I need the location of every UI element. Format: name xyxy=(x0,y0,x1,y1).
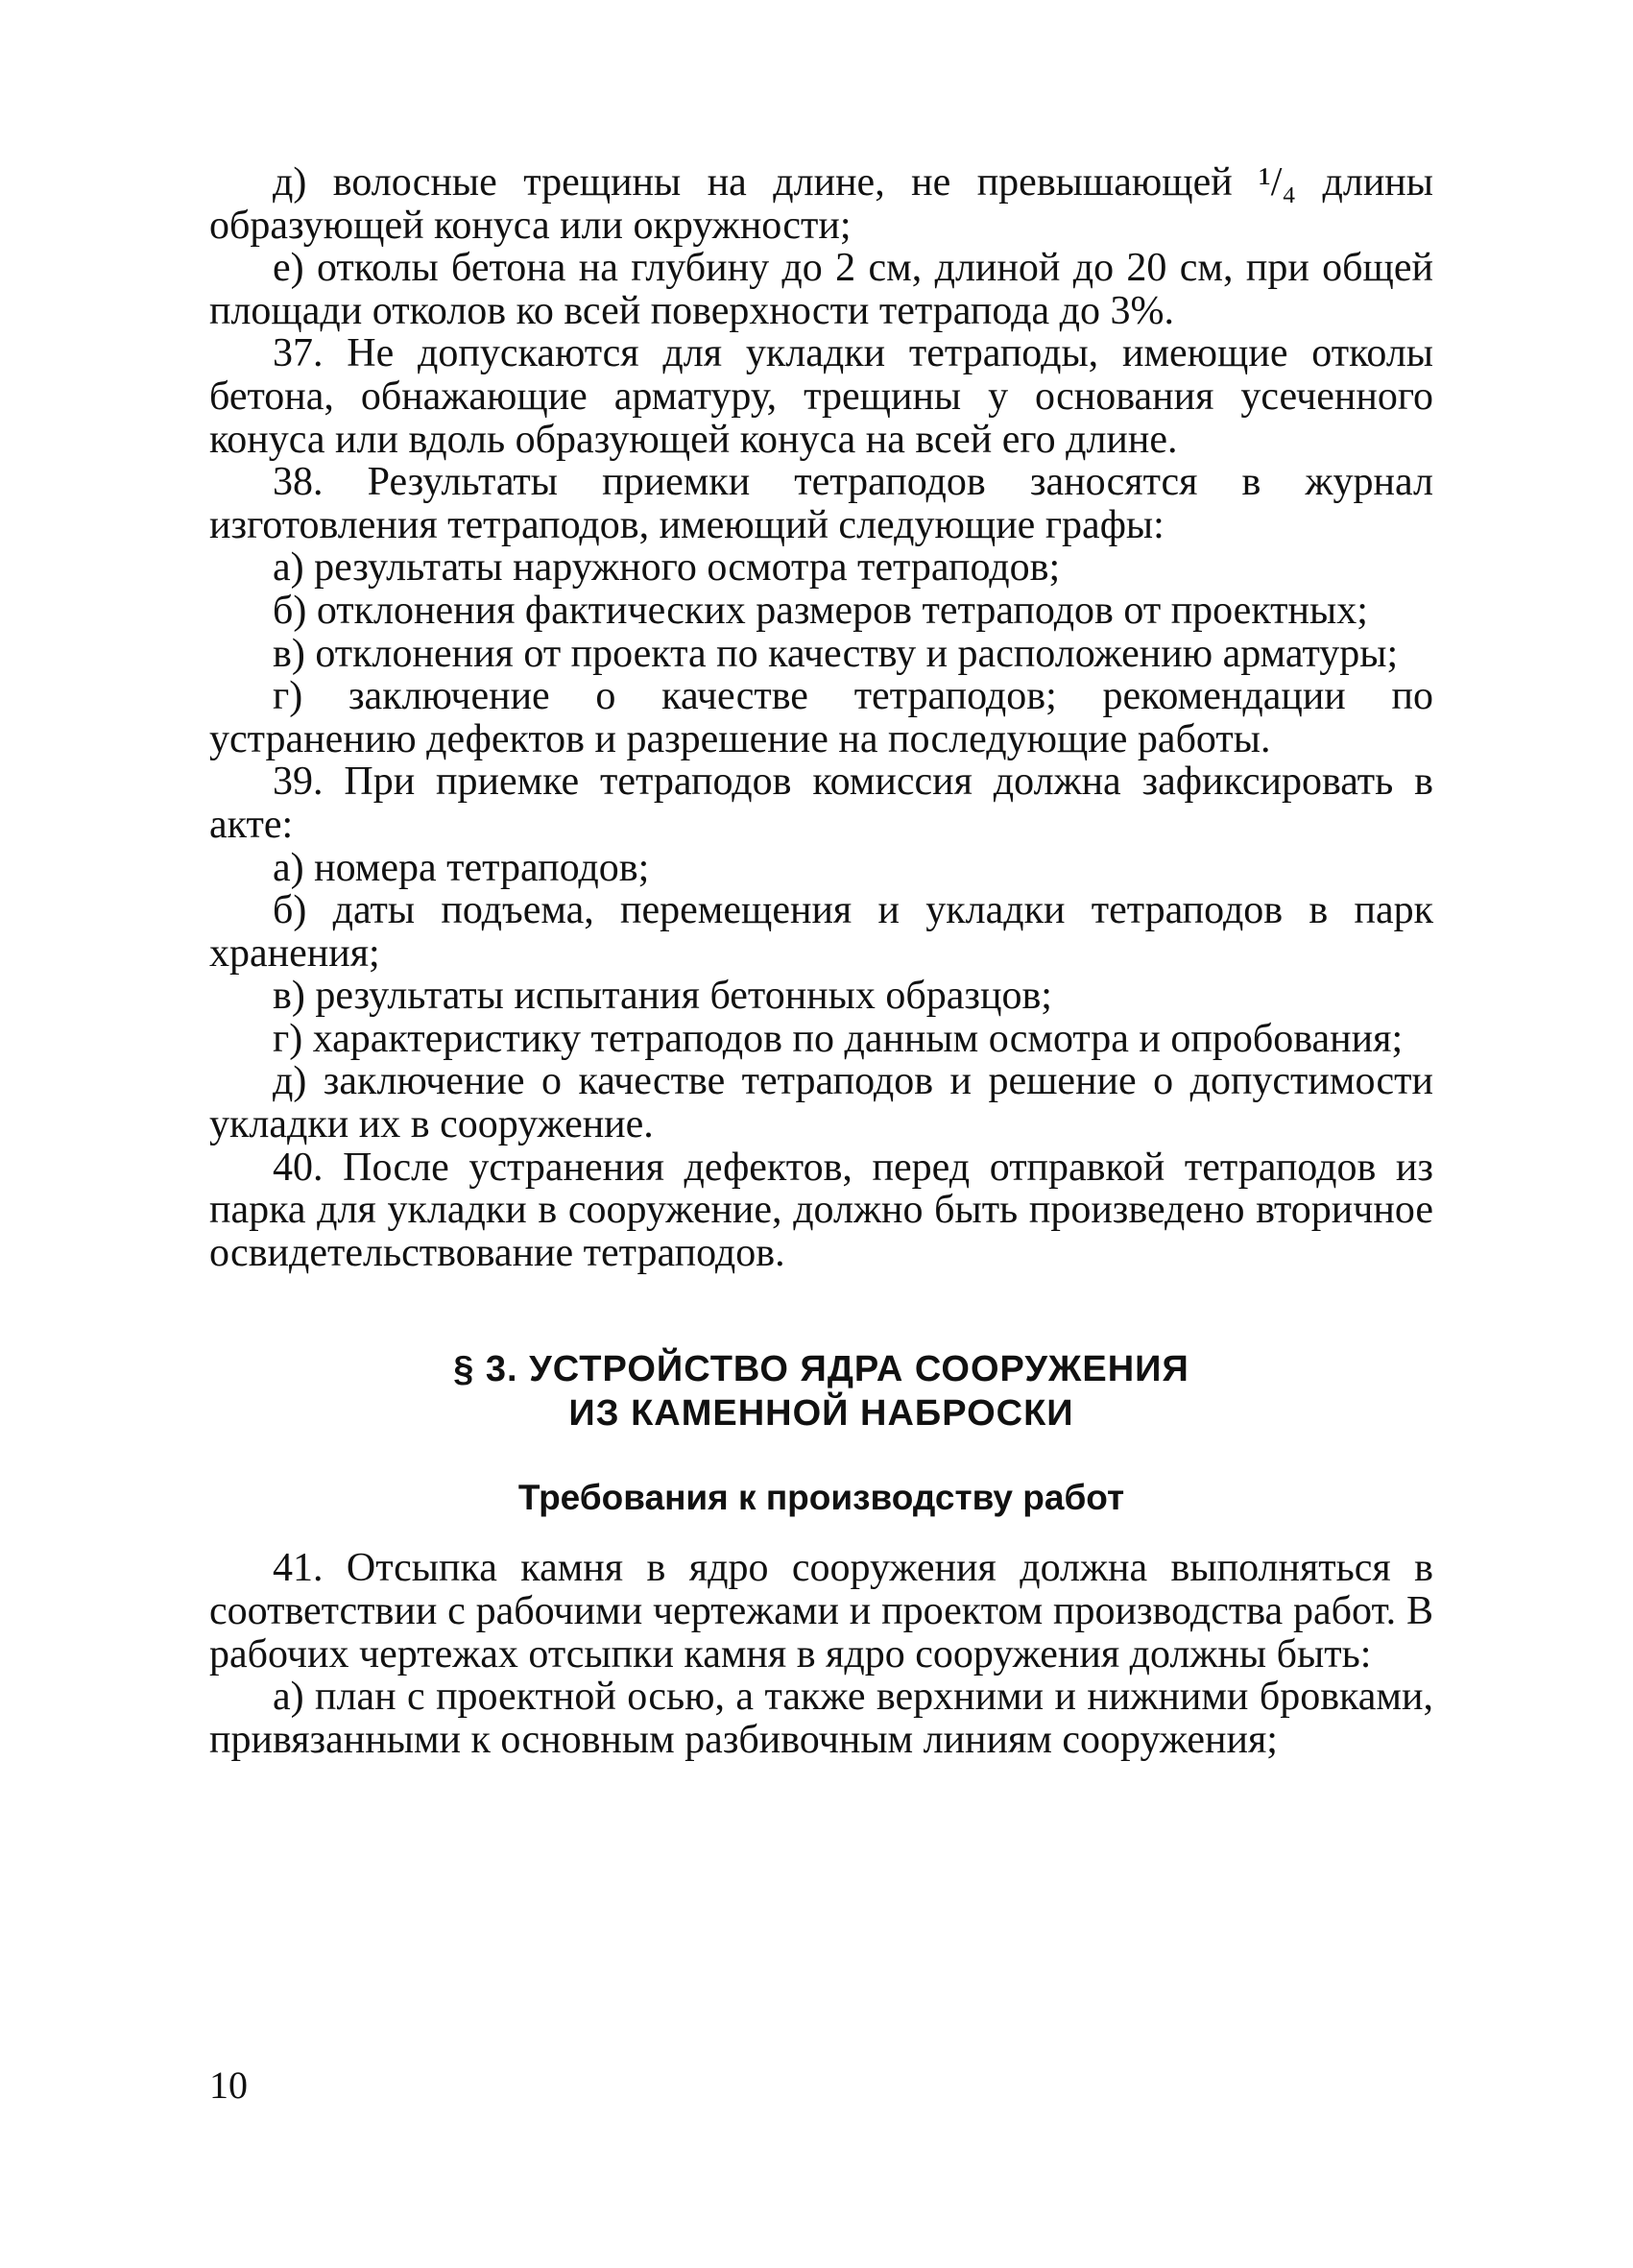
list-item-41a: а) план с проектной осью, а также верхними и нижними бровками, привязанными к основным разбивочным линиям сооружения; xyxy=(209,1675,1433,1762)
subheading: Требования к производству работ xyxy=(517,1478,1125,1518)
paragraph-e-concrete-chips: е) отколы бетона на глубину до 2 см, длиной до 20 см, при общей площади отколов ко всей поверхности тетрапода до 3%. xyxy=(209,246,1433,333)
document-page xyxy=(209,161,1433,1761)
paragraph-d-hairline-cracks: д) волосные трещины на длине, не превышающей ¹/₄ длины образующей конуса или окружности; xyxy=(209,160,1433,248)
list-item-38g: г) заключение о качестве тетраподов; рекомендации по устранению дефектов и разрешение на последующие работы. xyxy=(209,674,1433,761)
paragraph-37: 37. Не допускаются для укладки тетраподы, имеющие отколы бетона, обнажающие арматуру, трещины у основания усеченного конуса или вдоль образующей конуса на всей его длине. xyxy=(209,331,1433,462)
list-item-38v: в) отклонения от проекта по качеству и расположению арматуры; xyxy=(273,631,1399,676)
section-heading-line1: § 3. УСТРОЙСТВО ЯДРА СООРУЖЕНИЯ xyxy=(453,1349,1189,1390)
paragraph-40: 40. После устранения дефектов, перед отправкой тетраподов из парка для укладки в сооружение, должно быть произведено вторичное освидетельствование тетраподов. xyxy=(209,1145,1433,1275)
section-heading xyxy=(209,1347,1433,1436)
list-item-39b: б) даты подъема, перемещения и укладки тетраподов в парк хранения; xyxy=(209,888,1433,976)
paragraph-38: 38. Результаты приемки тетраподов заносятся в журнал изготовления тетраподов, имеющий следующие графы: xyxy=(209,460,1433,547)
list-item-39d: д) заключение о качестве тетраподов и решение о допустимости укладки их в сооружение. xyxy=(209,1059,1433,1147)
list-item-39v: в) результаты испытания бетонных образцов; xyxy=(273,974,1052,1019)
paragraph-39: 39. При приемке тетраподов комиссия должна зафиксировать в акте: xyxy=(209,760,1433,847)
list-item-38a: а) результаты наружного осмотра тетраподов; xyxy=(273,545,1061,591)
page-number: 10 xyxy=(209,2063,248,2107)
list-item-39a: а) номера тетраподов; xyxy=(273,845,650,890)
paragraph-41: 41. Отсыпка камня в ядро сооружения должна выполняться в соответствии с рабочими чертежами и проектом производства работ. В рабочих чертежах отсыпки камня в ядро сооружения должны быть: xyxy=(209,1546,1433,1677)
section-heading-line2: ИЗ КАМЕННОЙ НАБРОСКИ xyxy=(568,1393,1074,1435)
list-item-39g: г) характеристику тетраподов по данным осмотра и опробования; xyxy=(273,1016,1404,1061)
list-item-38b: б) отклонения фактических размеров тетраподов от проектных; xyxy=(273,588,1368,633)
